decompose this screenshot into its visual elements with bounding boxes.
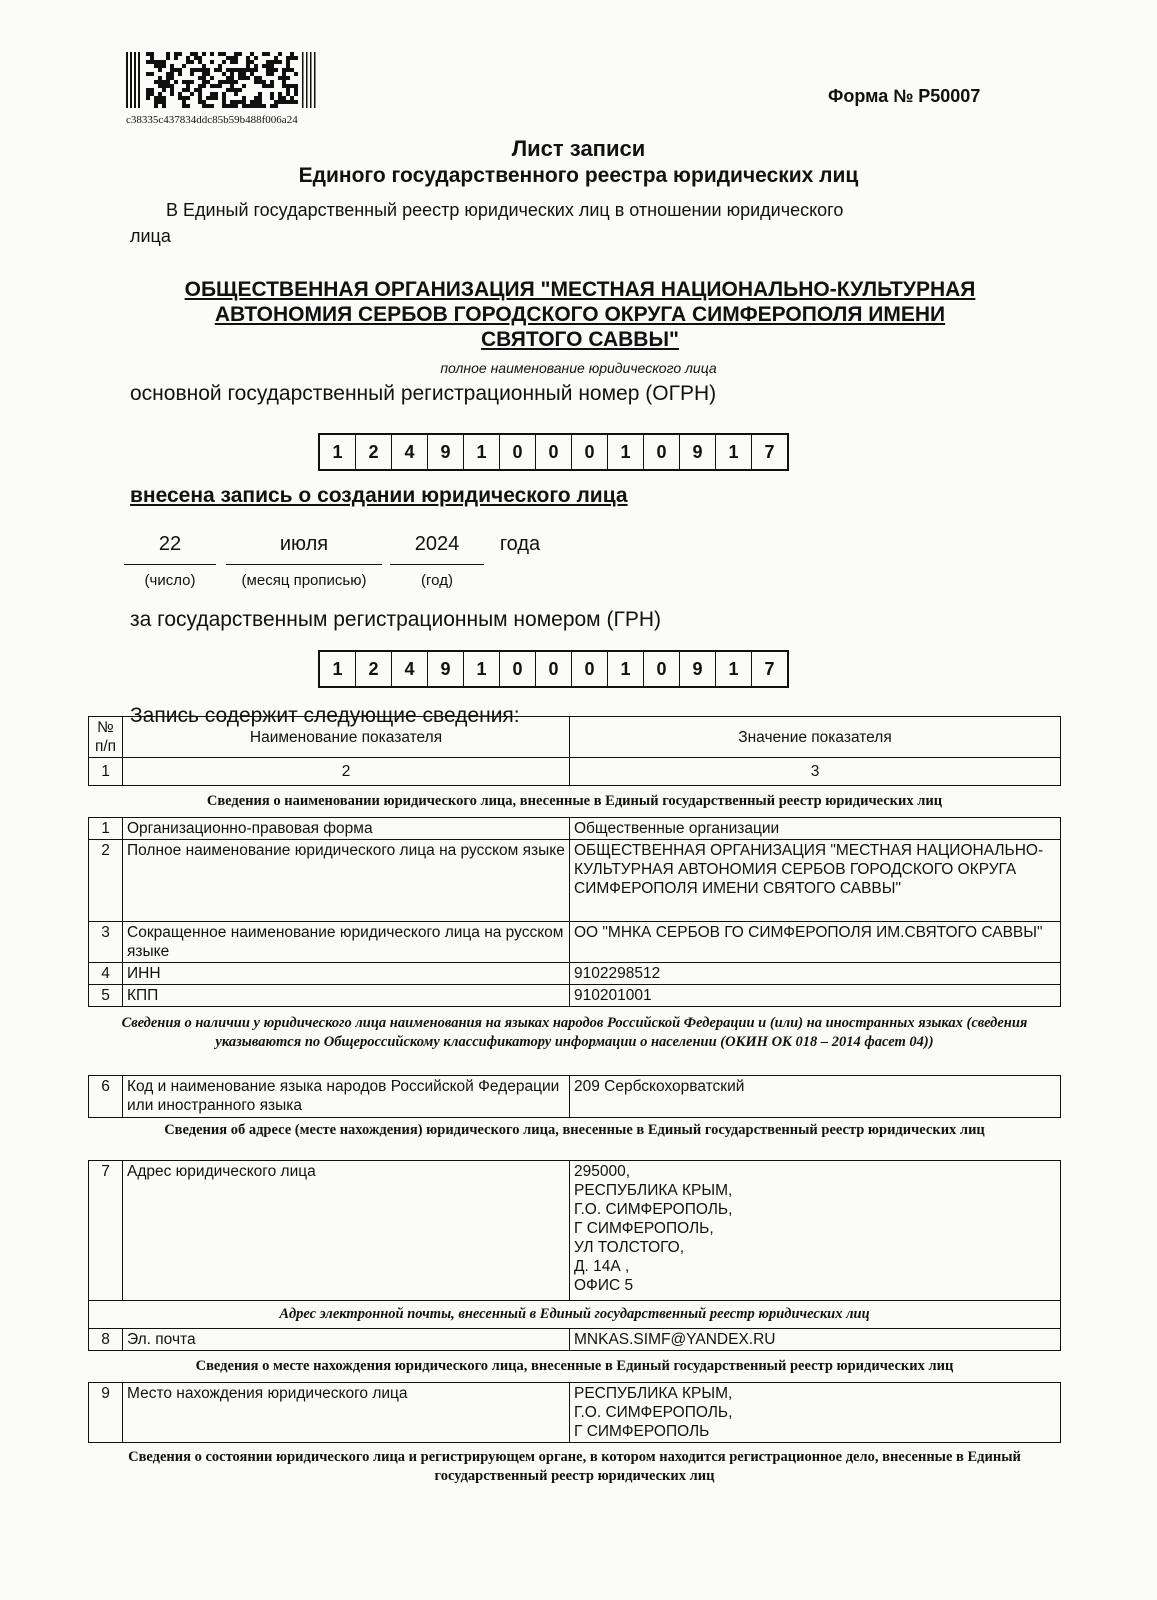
organization-full-name (120, 277, 1040, 352)
row-number: 8 (89, 1329, 123, 1351)
content-label: Запись содержит следующие сведения: (130, 704, 520, 727)
row-value: 209 Сербскохорватский (570, 1076, 1061, 1118)
grn-digit: 0 (536, 652, 572, 686)
grn-digit: 0 (500, 652, 536, 686)
table-row (89, 985, 1061, 1007)
row-value: 910201001 (570, 985, 1061, 1007)
row-value: ОБЩЕСТВЕННАЯ ОРГАНИЗАЦИЯ "МЕСТНАЯ НАЦИОНАЛЬНО-КУЛЬТУРНАЯ АВТОНОМИЯ СЕРБОВ ГОРОДСКОГО ОКРУГА СИМФЕРОПОЛЯ ИМЕНИ СВЯТОГО САВВЫ" (570, 840, 1061, 922)
row-name: Сокращенное наименование юридического лица на русском языке (123, 922, 570, 963)
col-no-header: № п/п (89, 717, 123, 758)
full-name-caption-text: полное наименование юридического лица (440, 360, 717, 376)
row-name: КПП (123, 985, 570, 1007)
row-number: 2 (89, 840, 123, 922)
ogrn-digit: 0 (572, 435, 608, 469)
row-name: Эл. почта (123, 1329, 570, 1351)
table-row (89, 1076, 1061, 1118)
date-year: 2024 (414, 533, 460, 555)
intro-text-line2: лица (130, 226, 171, 246)
day-underline (124, 564, 216, 565)
grn-digit: 1 (464, 652, 500, 686)
grn-digit: 2 (356, 652, 392, 686)
section-name-heading: Сведения о наименовании юридического лица, внесенные в Единый государственный реестр юридических лиц (206, 793, 943, 809)
table-row (89, 1383, 1061, 1443)
col-name-header: Наименование показателя (123, 717, 570, 758)
row-name: ИНН (123, 963, 570, 985)
row-number: 4 (89, 963, 123, 985)
org-name-line1: ОБЩЕСТВЕННАЯ ОРГАНИЗАЦИЯ "МЕСТНАЯ НАЦИОНАЛЬНО-КУЛЬТУРНАЯ (184, 278, 976, 301)
table-row (89, 963, 1061, 985)
row-value: ОО "МНКА СЕРБОВ ГО СИМФЕРОПОЛЯ ИМ.СВЯТОГО САВВЫ" (570, 922, 1061, 963)
grn-digit: 9 (428, 652, 464, 686)
row-value: Общественные организации (570, 818, 1061, 840)
table-row (89, 818, 1061, 840)
page-subtitle: Единого государственного реестра юридических лиц (298, 164, 859, 187)
row-value: 295000, РЕСПУБЛИКА КРЫМ, Г.О. СИМФЕРОПОЛЬ, Г СИМФЕРОПОЛЬ, УЛ ТОЛСТОГО, Д. 14А , ОФИС 5 (570, 1161, 1061, 1301)
ogrn-digit: 0 (500, 435, 536, 469)
ogrn-digit: 1 (716, 435, 752, 469)
month-caption: (месяц прописью) (241, 572, 367, 589)
row-number: 7 (89, 1161, 123, 1301)
col-no-number: 1 (89, 758, 123, 786)
section-email-heading: Адрес электронной почты, внесенный в Единый государственный реестр юридических лиц (89, 1301, 1061, 1329)
ogrn-digit: 0 (644, 435, 680, 469)
org-name-line3: СВЯТОГО САВВЫ" (481, 328, 679, 351)
date-year-word: года (499, 533, 541, 555)
row-number: 6 (89, 1076, 123, 1118)
row-value: 9102298512 (570, 963, 1061, 985)
grn-digit: 1 (320, 652, 356, 686)
row-name: Место нахождения юридического лица (123, 1383, 570, 1443)
ogrn-digit: 1 (464, 435, 500, 469)
year-caption: (год) (421, 572, 453, 589)
ogrn-digit: 0 (536, 435, 572, 469)
table-row (89, 922, 1061, 963)
grn-digit: 0 (572, 652, 608, 686)
row-number: 3 (89, 922, 123, 963)
ogrn-digit: 9 (680, 435, 716, 469)
section-address-heading: Сведения об адресе (месте нахождения) юридического лица, внесенные в Единый государственный реестр юридических лиц (164, 1122, 985, 1138)
col-value-header: Значение показателя (570, 717, 1061, 758)
barcode-icon (126, 52, 316, 108)
date-day: 22 (158, 533, 182, 555)
grn-digit: 4 (392, 652, 428, 686)
full-name-caption (0, 360, 1157, 376)
ogrn-digit-boxes (318, 433, 789, 471)
section-location-heading: Сведения о месте нахождения юридического лица, внесенные в Единый государственный реестр юридических лиц (195, 1358, 954, 1374)
date-month: июля (279, 533, 329, 555)
page-title: Лист записи (511, 136, 646, 161)
intro-text-line1: В Единый государственный реестр юридических лиц в отношении юридического (166, 200, 844, 220)
col-name-number: 2 (123, 758, 570, 786)
table-header (88, 716, 1061, 786)
row-name: Адрес юридического лица (123, 1161, 570, 1301)
grn-digit: 0 (644, 652, 680, 686)
ogrn-digit: 2 (356, 435, 392, 469)
year-underline (390, 564, 484, 565)
section-status-heading: Сведения о состоянии юридического лица и регистрирующем органе, в котором находится регистрационное дело, внесенные в Единый государственный реестр юридических лиц (128, 1449, 1021, 1484)
table-section-language (88, 1075, 1061, 1118)
row-value: РЕСПУБЛИКА КРЫМ, Г.О. СИМФЕРОПОЛЬ, Г СИМФЕРОПОЛЬ (570, 1383, 1061, 1443)
form-number: Форма № Р50007 (828, 86, 981, 106)
grn-digit: 1 (608, 652, 644, 686)
table-row (89, 1161, 1061, 1301)
ogrn-digit: 9 (428, 435, 464, 469)
grn-label: за государственным регистрационным номером (ГРН) (130, 608, 661, 631)
document-hash: c38335c437834ddc85b59b488f006a24 (126, 114, 298, 126)
table-section-address (88, 1160, 1061, 1351)
grn-digit: 1 (716, 652, 752, 686)
row-number: 9 (89, 1383, 123, 1443)
col-value-number: 3 (570, 758, 1061, 786)
row-number: 1 (89, 818, 123, 840)
grn-digit-boxes (318, 650, 789, 688)
row-name: Полное наименование юридического лица на русском языке (123, 840, 570, 922)
row-value: MNKAS.SIMF@YANDEX.RU (570, 1329, 1061, 1351)
ogrn-label: основной государственный регистрационный номер (ОГРН) (130, 382, 717, 405)
table-section-name (88, 817, 1061, 1007)
table-row (89, 1329, 1061, 1351)
row-name: Код и наименование языка народов Российской Федерации или иностранного языка (123, 1076, 570, 1118)
table-section-location (88, 1382, 1061, 1443)
month-underline (226, 564, 382, 565)
grn-digit: 9 (680, 652, 716, 686)
entry-statement: внесена запись о создании юридического лица (130, 484, 628, 507)
row-name: Организационно-правовая форма (123, 818, 570, 840)
ogrn-digit: 1 (608, 435, 644, 469)
ogrn-digit: 1 (320, 435, 356, 469)
ogrn-digit: 7 (764, 441, 775, 462)
section-language-heading: Сведения о наличии у юридического лица наименования на языках народов Российской Федерации и (или) на иностранных языках (сведения указываются по Общероссийскому классификатору информации о населении (ОКИН ОК 018 – 2014 фасет 04)) (121, 1015, 1028, 1050)
org-name-line2: АВТОНОМИЯ СЕРБОВ ГОРОДСКОГО ОКРУГА СИМФЕРОПОЛЯ ИМЕНИ (214, 303, 946, 326)
row-number: 5 (89, 985, 123, 1007)
table-row (89, 840, 1061, 922)
ogrn-digit: 4 (392, 435, 428, 469)
day-caption: (число) (144, 572, 196, 589)
grn-digit: 7 (764, 658, 775, 679)
